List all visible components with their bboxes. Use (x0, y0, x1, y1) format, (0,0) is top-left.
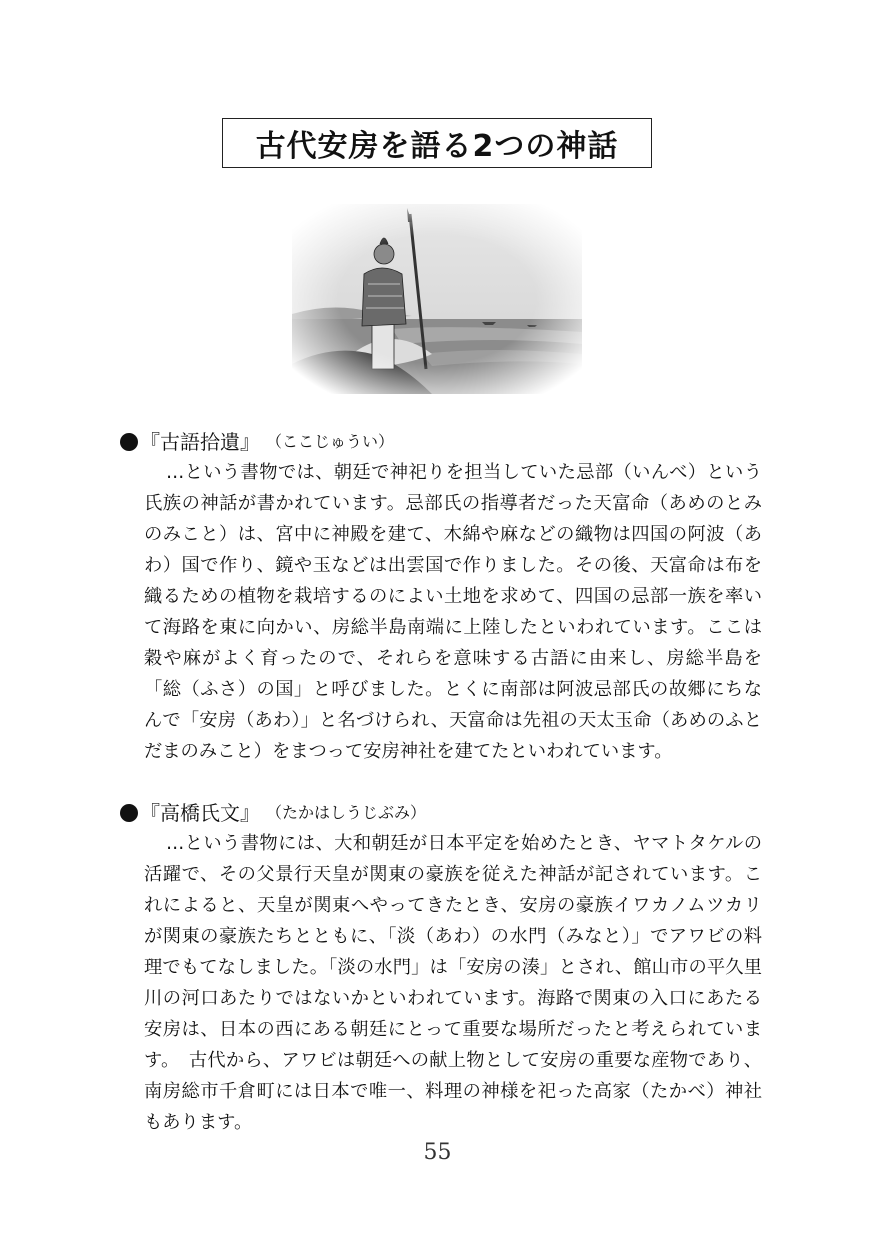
section-heading-reading: （ここじゅうい） (266, 432, 395, 451)
section-takahashi-ujibumi (120, 798, 760, 1138)
page-title-box (222, 118, 652, 168)
section-heading (120, 427, 760, 457)
section-body: …という書物には、大和朝廷が日本平定を始めたとき、ヤマトタケルの活躍で、その父景行天皇が関東の豪族を従えた神話が記されています。これによると、天皇が関東へやってきたとき、安房の豪族イワカノムツカリが関東の豪族たちとともに、「淡（あわ）の水門（みなと）」でアワビの料理でもてなしました。「淡の水門」は「安房の湊」とされ、館山市の平久里川の河口あたりではないかといわれています。海路で関東の入口にあたる安房は、日本の西にある朝廷にとって重要な場所だったと考えられています。 古代から、アワビは朝廷への献上物として安房の重要な産物であり、南房総市千倉町には日本で唯一、料理の神様を祀った高家（たかべ）神社もあります。 (144, 833, 762, 1133)
section-heading-title: 『古語拾遺』 (140, 430, 260, 454)
section-heading-title: 『高橋氏文』 (140, 801, 260, 825)
warrior-illustration (292, 204, 582, 394)
section-heading (120, 798, 760, 828)
page-title: 古代安房を語る2つの神話 (255, 129, 619, 164)
bullet-icon (120, 433, 138, 451)
section-body: …という書物では、朝廷で神祀りを担当していた忌部（いんべ）という氏族の神話が書かれています。忌部氏の指導者だった天富命（あめのとみのみこと）は、宮中に神殿を建て、木綿や麻などの織物は四国の阿波（あわ）国で作り、鏡や玉などは出雲国で作りました。その後、天富命は布を織るための植物を栽培するのによい土地を求めて、四国の忌部一族を率いて海路を東に向かい、房総半島南端に上陸したといわれています。ここは穀や麻がよく育ったので、それらを意味する古語に由来し、房総半島を「総（ふさ）の国」と呼びました。とくに南部は阿波忌部氏の故郷にちなんで「安房（あわ）」と名づけられ、天富命は先祖の天太玉命（あめのふとだまのみこと）をまつって安房神社を建てたといわれています。 (144, 462, 762, 762)
section-heading-reading: （たかはしうじぶみ） (266, 803, 427, 822)
page-number: 55 (423, 1140, 452, 1165)
bullet-icon (120, 804, 138, 822)
section-kogo-shui (120, 427, 760, 767)
